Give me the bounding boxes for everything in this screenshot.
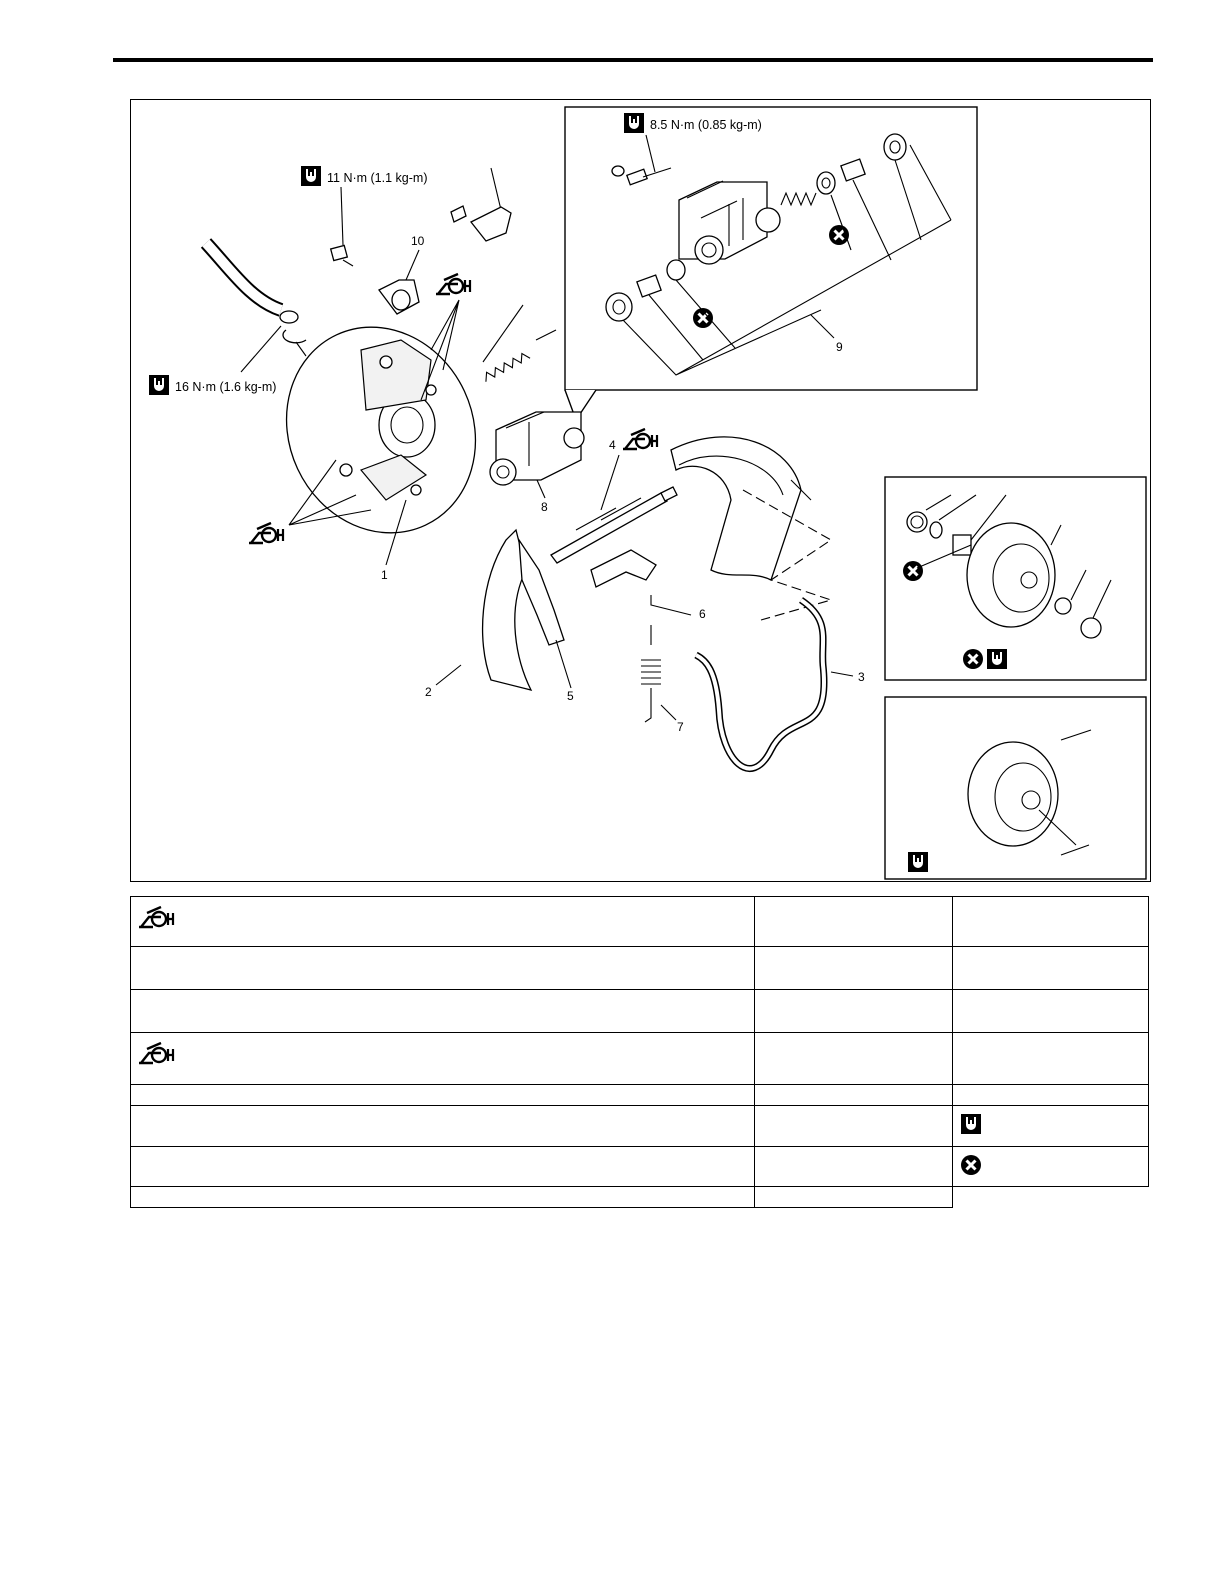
callout-7: 7 bbox=[677, 720, 684, 734]
tighten-torque-icon bbox=[959, 1112, 985, 1138]
callout-5: 5 bbox=[567, 689, 574, 703]
callout-8: 8 bbox=[541, 500, 548, 514]
brake-exploded-diagram bbox=[130, 99, 1151, 882]
wheel-cylinder-inset bbox=[565, 107, 977, 390]
callout-1: 1 bbox=[381, 568, 388, 582]
torque-bleeder: 8.5 N·m (0.85 kg-m) bbox=[650, 118, 762, 132]
callout-4: 4 bbox=[609, 438, 616, 452]
adjuster bbox=[551, 493, 667, 563]
grease-icon-3 bbox=[623, 429, 657, 449]
torque-bolt-top: 11 N·m (1.1 kg-m) bbox=[327, 171, 428, 185]
grease-icon bbox=[436, 274, 470, 294]
do-not-reuse-icon-4 bbox=[963, 649, 983, 669]
torque-icon-3 bbox=[149, 375, 169, 395]
torque-icon-2 bbox=[301, 166, 321, 186]
strut bbox=[591, 550, 656, 587]
callout-2: 2 bbox=[425, 685, 432, 699]
callout-6: 6 bbox=[699, 607, 706, 621]
torque-icon bbox=[624, 113, 644, 133]
torque-brake-pipe: 16 N·m (1.6 kg-m) bbox=[175, 380, 277, 394]
callout-3: 3 bbox=[858, 670, 865, 684]
grease-apply-icon-2 bbox=[137, 1039, 181, 1067]
torque-icon-5 bbox=[908, 852, 928, 872]
torque-icon-4 bbox=[987, 649, 1007, 669]
do-not-reuse-icon-legend bbox=[959, 1153, 985, 1179]
header-rule bbox=[113, 58, 1153, 62]
grease-apply-icon bbox=[137, 903, 181, 931]
callout-9: 9 bbox=[836, 340, 843, 354]
legend-table bbox=[130, 896, 1149, 1208]
do-not-reuse-icon-3 bbox=[903, 561, 923, 581]
callout-10: 10 bbox=[411, 234, 425, 248]
grease-icon-2 bbox=[249, 523, 283, 543]
